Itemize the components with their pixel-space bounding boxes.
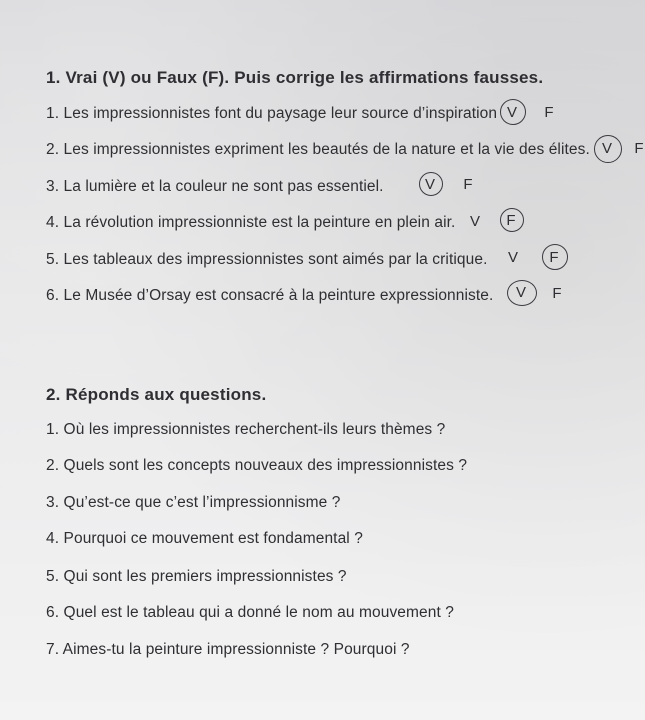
- tf-statement-3: 3. La lumière et la couleur ne sont pas essentiel.: [46, 178, 384, 195]
- tf-statement-4: 4. La révolution impressionniste est la peinture en plein air.: [46, 214, 456, 231]
- tf-statement-5: 5. Les tableaux des impressionnistes sont aimés par la critique.: [46, 251, 488, 268]
- false-option-6[interactable]: F: [552, 285, 562, 302]
- false-option-5[interactable]: F: [549, 249, 559, 266]
- question-1: 1. Où les impressionnistes recherchent-ils leurs thèmes ?: [46, 421, 446, 438]
- section2-title: 2. Réponds aux questions.: [46, 385, 267, 404]
- tf-statement-6: 6. Le Musée d’Orsay est consacré à la peinture expressionniste.: [46, 287, 494, 304]
- tf-statement-2: 2. Les impressionnistes expriment les beautés de la nature et la vie des élites.: [46, 141, 590, 158]
- false-option-3[interactable]: F: [463, 176, 473, 193]
- true-option-6[interactable]: V: [515, 284, 526, 301]
- question-3: 3. Qu’est-ce que c’est l’impressionnisme ?: [46, 494, 341, 511]
- true-option-1[interactable]: V: [506, 104, 517, 121]
- true-option-5[interactable]: V: [507, 249, 518, 266]
- tf-statement-1: 1. Les impressionnistes font du paysage leur source d’inspiration: [46, 105, 498, 122]
- section1-title: 1. Vrai (V) ou Faux (F). Puis corrige les affirmations fausses.: [46, 68, 544, 87]
- question-5: 5. Qui sont les premiers impressionnistes ?: [46, 568, 347, 585]
- question-4: 4. Pourquoi ce mouvement est fondamental ?: [46, 530, 363, 547]
- true-option-4[interactable]: V: [469, 213, 480, 230]
- question-2: 2. Quels sont les concepts nouveaux des impressionnistes ?: [46, 457, 468, 474]
- question-6: 6. Quel est le tableau qui a donné le nom au mouvement ?: [46, 604, 455, 621]
- false-option-1[interactable]: F: [544, 104, 554, 121]
- question-7: 7. Aimes-tu la peinture impressionniste ? Pourquoi ?: [46, 641, 410, 658]
- true-option-3[interactable]: V: [424, 176, 435, 193]
- true-option-2[interactable]: V: [601, 140, 612, 157]
- false-option-2[interactable]: F: [634, 140, 644, 157]
- false-option-4[interactable]: F: [506, 212, 516, 229]
